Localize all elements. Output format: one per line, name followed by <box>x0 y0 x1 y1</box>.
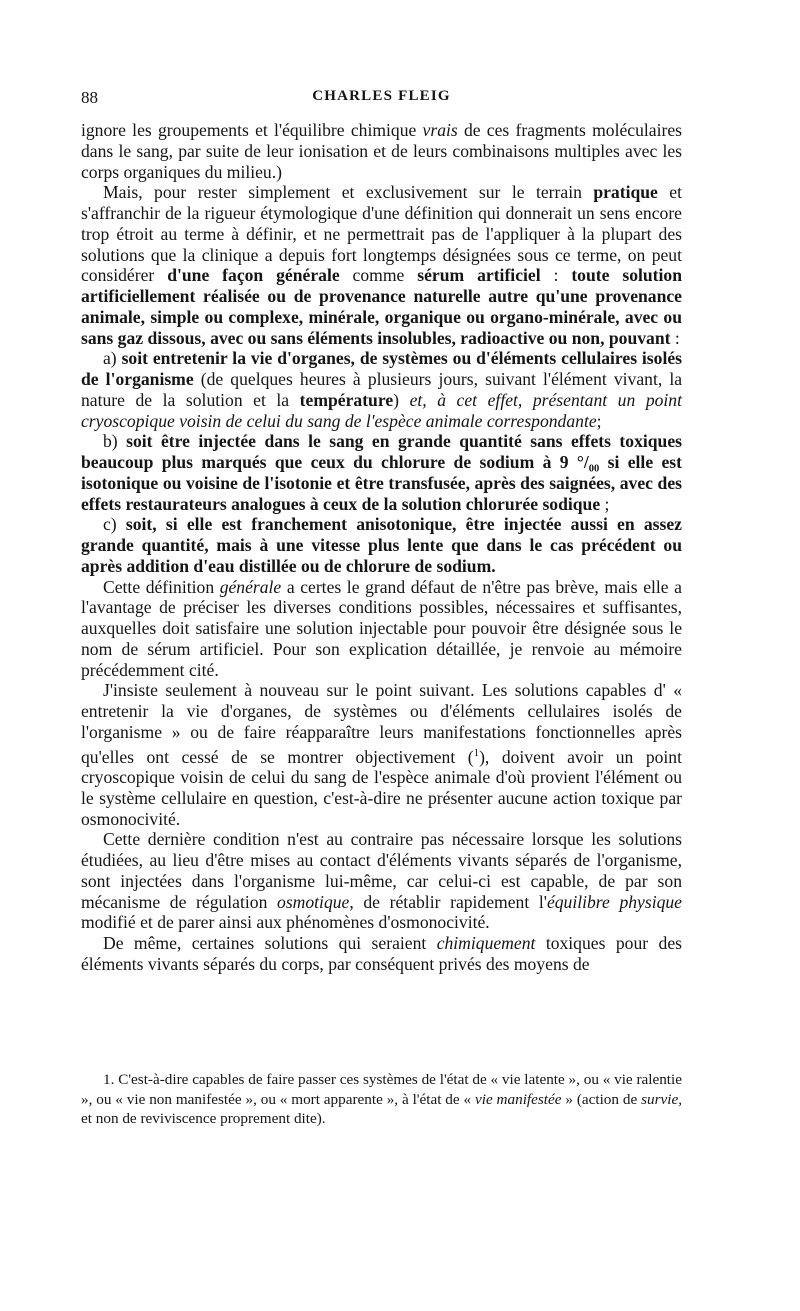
text-run: ; <box>600 493 610 514</box>
italic-run: et, à cet effet, présentant un point cryoscopique voisin de celui du sang de l'espèce animale correspondante <box>81 389 682 431</box>
text-run: b) <box>103 431 127 452</box>
text-run: a) <box>103 348 122 369</box>
italic-run: équilibre physique <box>546 891 682 912</box>
italic-run: générale <box>219 576 282 597</box>
list-item-a <box>81 348 682 431</box>
bold-run: soit entretenir la vie d'organes, de systèmes ou d'éléments cellulaires isolés de l'organisme <box>81 348 682 389</box>
text-run: : <box>670 327 680 348</box>
italic-run: chimiquement <box>436 933 536 954</box>
text-run: toxiques pour des éléments vivants séparés du corps, par conséquent privés des moyens de <box>81 933 682 974</box>
text-run: (de quelques heures à plusieurs jours, suivant l'élément vivant, la nature de la solution et la <box>81 369 683 410</box>
list-item-c <box>81 514 682 576</box>
text-run: J'insiste seulement à nouveau sur le point suivant. Les solutions capables d' « entretenir la vie d'organes, de systèmes ou d'éléments cellulaires isolés de l'organisme » ou de faire réapparaître leurs manifestations fonctionnelles après qu'elles ont cessé de se montrer objectivement ( <box>81 680 682 767</box>
bold-run: soit, si elle est franchement anisotonique, être injectée aussi en assez grande quantité, mais à une vitesse plus lente que dans le cas précédent ou après addition d'eau distillée ou de chlorure de sodium. <box>81 514 682 576</box>
text-run: modifié et de parer ainsi aux phénomènes d'osmonocivité. <box>81 912 490 933</box>
italic-run: vrais <box>422 120 458 140</box>
bold-run: toute solution artificiellement réalisée ou de provenance naturelle autre qu'une provenance animale, simple ou complexe, minérale, organique ou organo-minérale, avec ou sans gaz dissous, avec ou sans éléments insolubles, radioactive ou non, pouvant <box>81 265 682 348</box>
text-run: c) <box>103 514 126 535</box>
text-run: Cette dernière condition n'est au contraire pas nécessaire lorsque les solutions étudiées, au lieu d'être mises au contact d'éléments vivants séparés de l'organisme, sont injectées dans l'organisme lui-même, car celui-ci est capable, de par son mécanisme de régulation <box>81 829 682 912</box>
paragraph-definition <box>81 182 682 348</box>
text-run: ), doivent avoir un point cryoscopique voisin de celui du sang de l'espèce animale d'où provient l'élément ou le système cellulaire en question, c'est-à-dire ne présenter aucune action toxique par osmonocivité. <box>81 746 682 829</box>
running-title: CHARLES FLEIG <box>312 88 451 104</box>
bold-run: température <box>299 389 394 410</box>
text-run: De même, certaines solutions qui seraient <box>103 933 437 954</box>
text-run: : <box>540 265 572 286</box>
paragraph-de-meme <box>81 933 682 975</box>
text-run: ; <box>596 410 602 431</box>
paragraph-commentary <box>81 577 682 681</box>
text-run: comme <box>339 265 418 286</box>
italic-run: survie <box>641 1090 679 1108</box>
text-run: , et non de reviviscence proprement dite). <box>81 1090 682 1127</box>
text-run: et s'affranchir de la rigueur étymologique d'une définition qui donnerait un sens encore trop étroit au terme à définir, et ne permettrait pas de l'appliquer à la plupart des solutions que la clinique a depuis fort longtemps désignées sous ce terme, on peut considérer <box>81 182 682 286</box>
footnote-text <box>81 1070 682 1129</box>
bold-run: sérum artificiel <box>417 265 541 286</box>
text-run: de ces fragments moléculaires dans le sang, par suite de leur ionisation et de leurs combinaisons multiples avec les corps organiques du milieu.) <box>81 120 682 182</box>
footnote <box>81 1070 682 1129</box>
page-number: 88 <box>81 88 98 107</box>
text-run: a certes le grand défaut de n'être pas brève, mais elle a l'avantage de préciser les diverses conditions possibles, nécessaires et suffisantes, auxquelles doit satisfaire une solution injectable pour pouvoir être désignée sous le nom de sérum artificiel. Pour son explication détaillée, je renvoie au mémoire précédemment cité. <box>81 576 682 680</box>
text-run: ignore les groupements et l'équilibre chimique <box>81 120 423 140</box>
paragraph-insistence <box>81 680 682 829</box>
page-header <box>81 88 682 110</box>
bold-run: d'une façon générale <box>167 265 340 286</box>
paragraph-continuation <box>81 120 682 182</box>
italic-run: vie manifestée <box>474 1090 562 1108</box>
footnote-marker: 1 <box>473 746 480 759</box>
text-run: Cette définition <box>103 576 220 597</box>
italic-run: osmotique <box>277 891 350 912</box>
text-run: ) <box>393 389 410 410</box>
main-text <box>81 120 682 975</box>
text-run: 1. C'est-à-dire capables de faire passer ces systèmes de l'état de « vie latente », ou « vie ralentie », ou « vie non manifestée », ou « mort apparente », à l'état de « <box>81 1071 682 1108</box>
text-run: Mais, pour rester simplement et exclusivement sur le terrain <box>103 182 594 203</box>
bold-run: soit être injectée dans le sang en grande quantité sans effets toxiques beaucoup plus marqués que ceux du chlorure de sodium à 9 °/₀₀ si elle est isotonique ou voisine de l'isotonie et être transfusée, après des saignées, avec des effets restaurateurs analogues à ceux de la solution chlorurée sodique <box>81 431 682 514</box>
text-run: » (action de <box>561 1090 642 1108</box>
text-run: , de rétablir rapidement l' <box>349 891 547 912</box>
bold-run: pratique <box>593 182 658 203</box>
paragraph-condition <box>81 829 682 933</box>
list-item-b <box>81 431 682 514</box>
